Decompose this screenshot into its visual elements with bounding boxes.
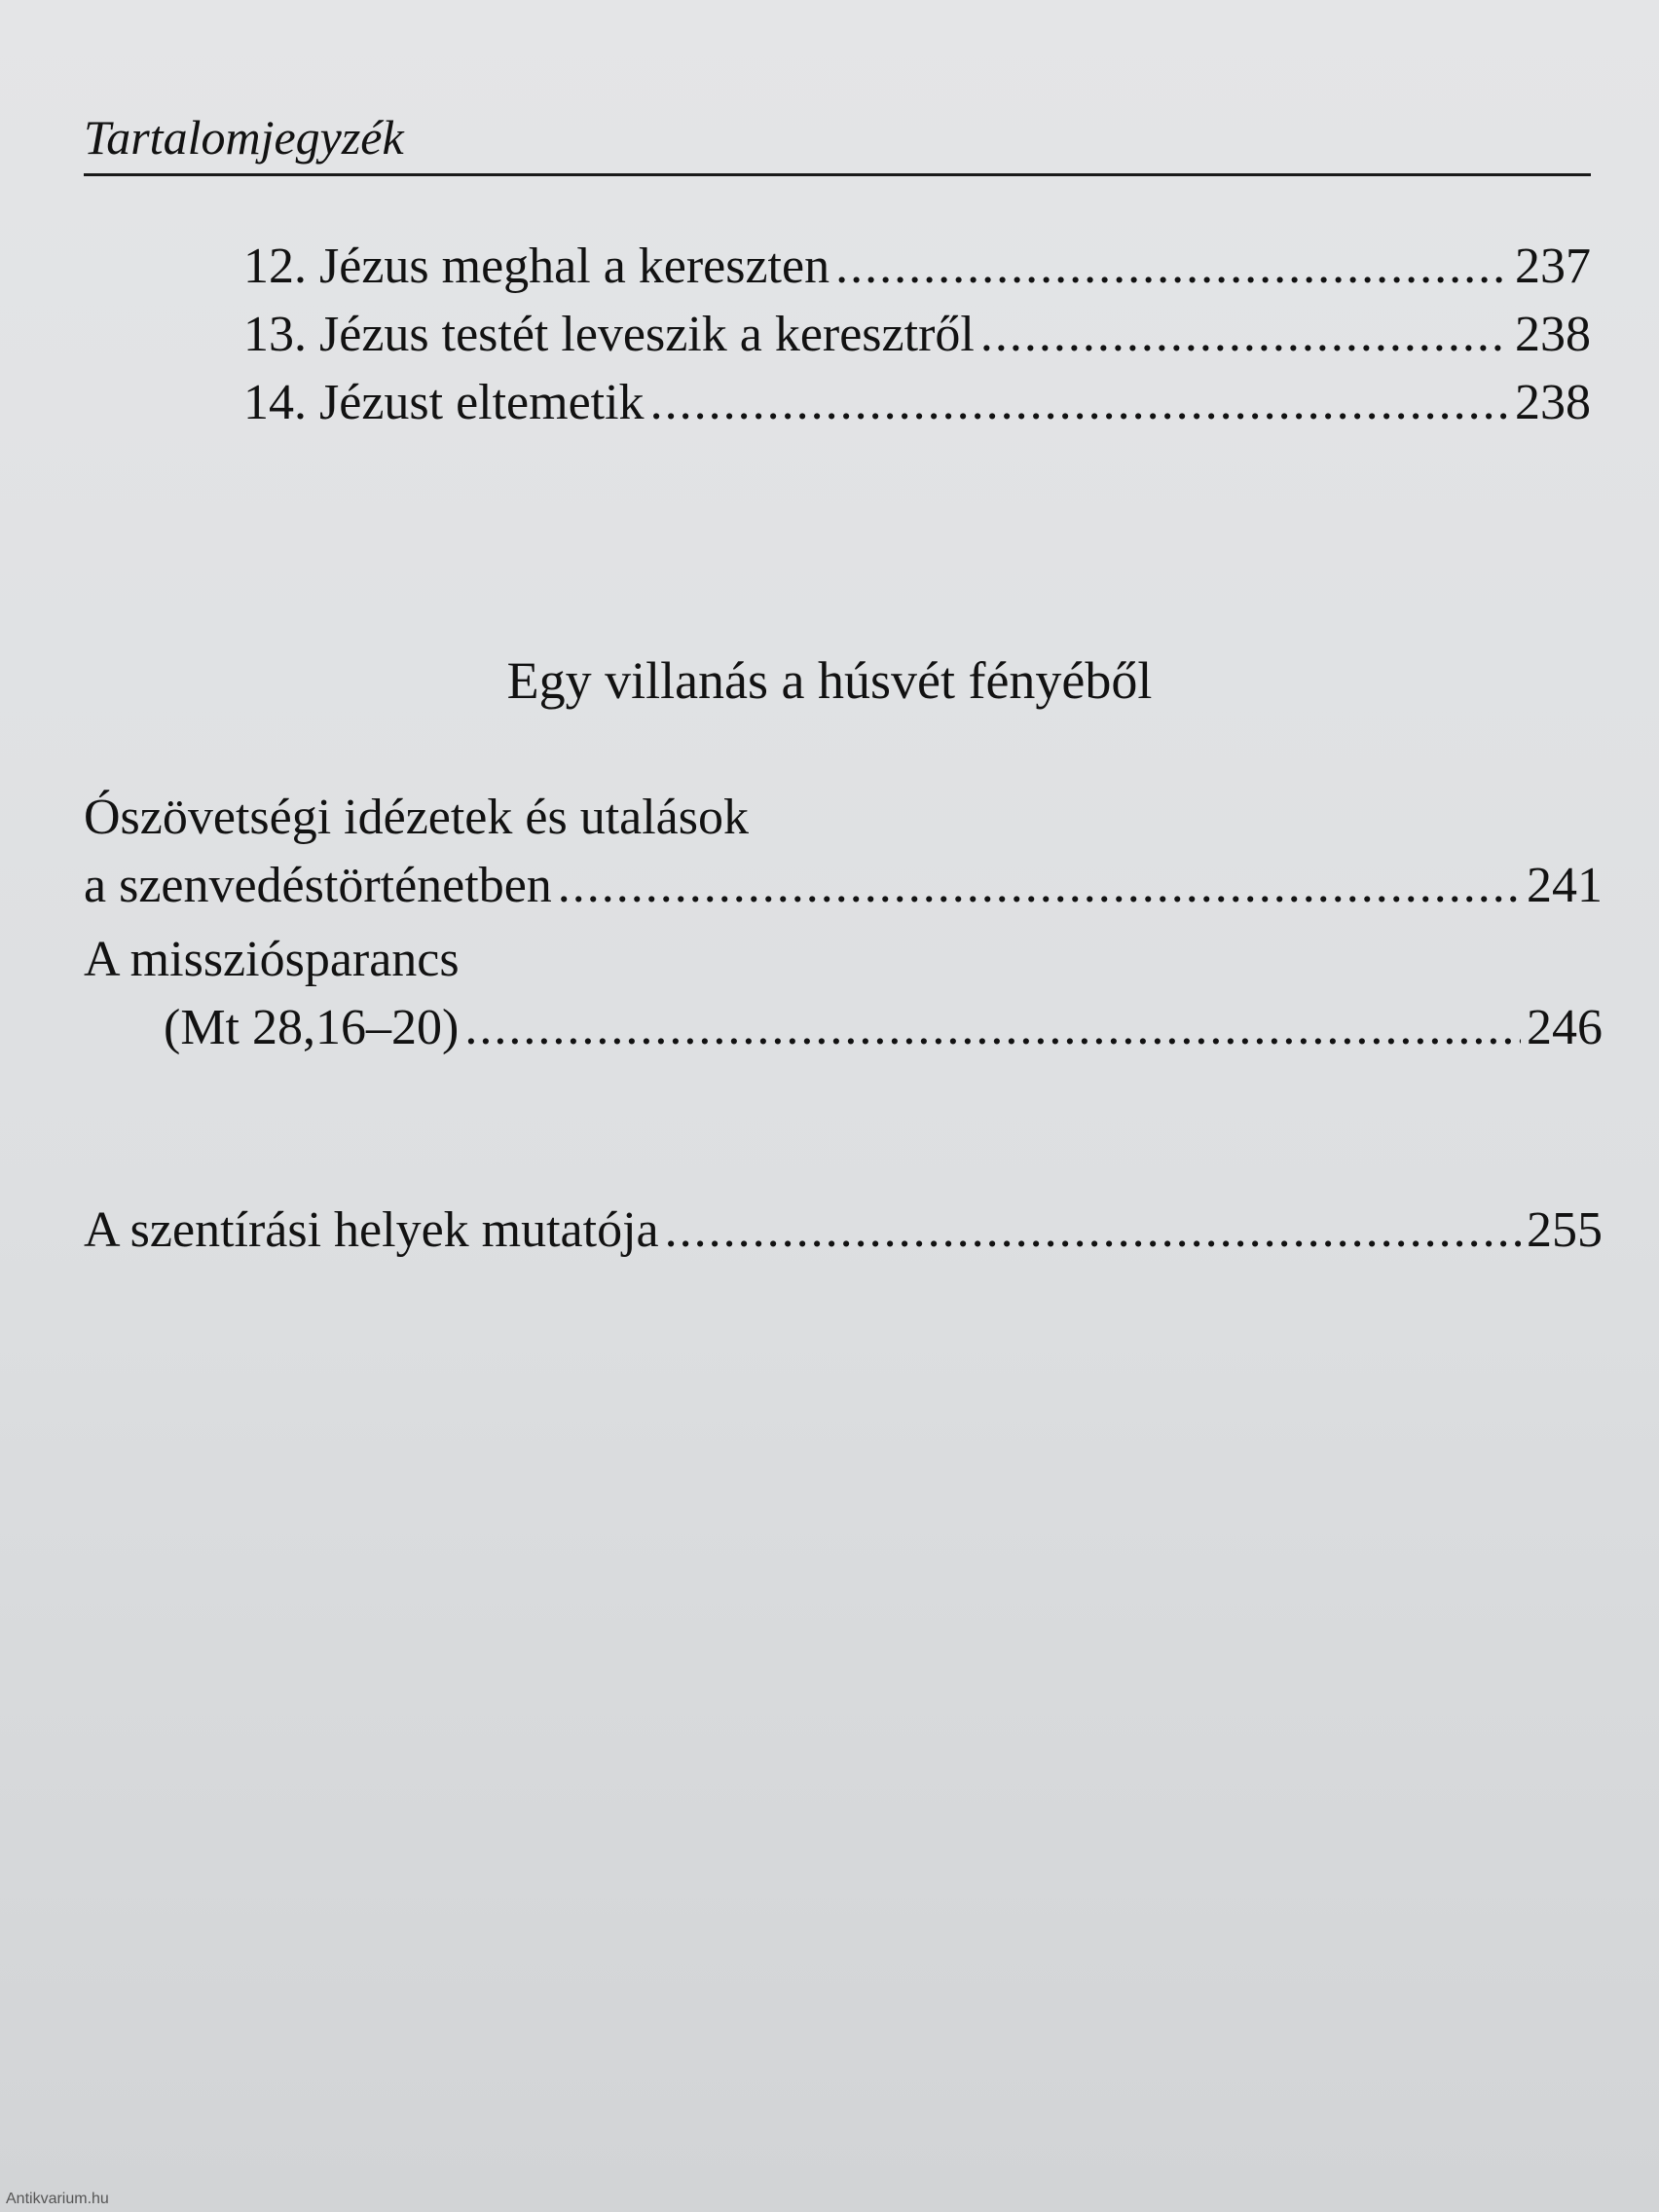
toc-page-number: 255 (1527, 1202, 1603, 1258)
toc-page-number: 238 (1515, 375, 1591, 430)
toc-page-number: 237 (1515, 239, 1591, 294)
toc-entry-line1: Ószövetségi idézetek és utalások (84, 790, 749, 845)
toc-entry-label: A szentírási helyek mutatója (84, 1202, 659, 1258)
toc-page-number: 241 (1527, 858, 1603, 913)
toc-entry-label: 13. Jézus testét leveszik a keresztről (243, 307, 975, 362)
toc-entry-label: (Mt 28,16–20) (164, 1000, 460, 1055)
toc-entry-ot-quotes (84, 857, 1603, 914)
bleed-through-text (1168, 234, 1626, 2009)
toc-entry-13 (243, 306, 1591, 363)
toc-entry-14 (243, 374, 1591, 431)
leader-dots (650, 374, 1509, 431)
toc-entry-line1: A missziósparancs (84, 932, 460, 987)
toc-entry-scripture-index (84, 1201, 1603, 1259)
leader-dots (558, 857, 1521, 914)
toc-entry-label: a szenvedéstörténetben (84, 858, 552, 913)
header-rule (84, 173, 1591, 176)
toc-entry-12 (243, 238, 1591, 295)
toc-entry-label: 12. Jézus meghal a kereszten (243, 239, 830, 294)
section-title: Egy villanás a húsvét fényéből (506, 651, 1153, 710)
leader-dots (835, 238, 1509, 295)
running-header: Tartalomjegyzék (84, 110, 404, 165)
leader-dots (665, 1201, 1521, 1259)
toc-entry-label: 14. Jézust eltemetik (243, 375, 645, 430)
leader-dots (464, 999, 1521, 1056)
watermark: Antikvarium.hu (6, 2191, 109, 2207)
toc-entry-mission (164, 999, 1603, 1056)
leader-dots (980, 306, 1509, 363)
toc-page-number: 238 (1515, 307, 1591, 362)
toc-page-number: 246 (1527, 1000, 1603, 1055)
